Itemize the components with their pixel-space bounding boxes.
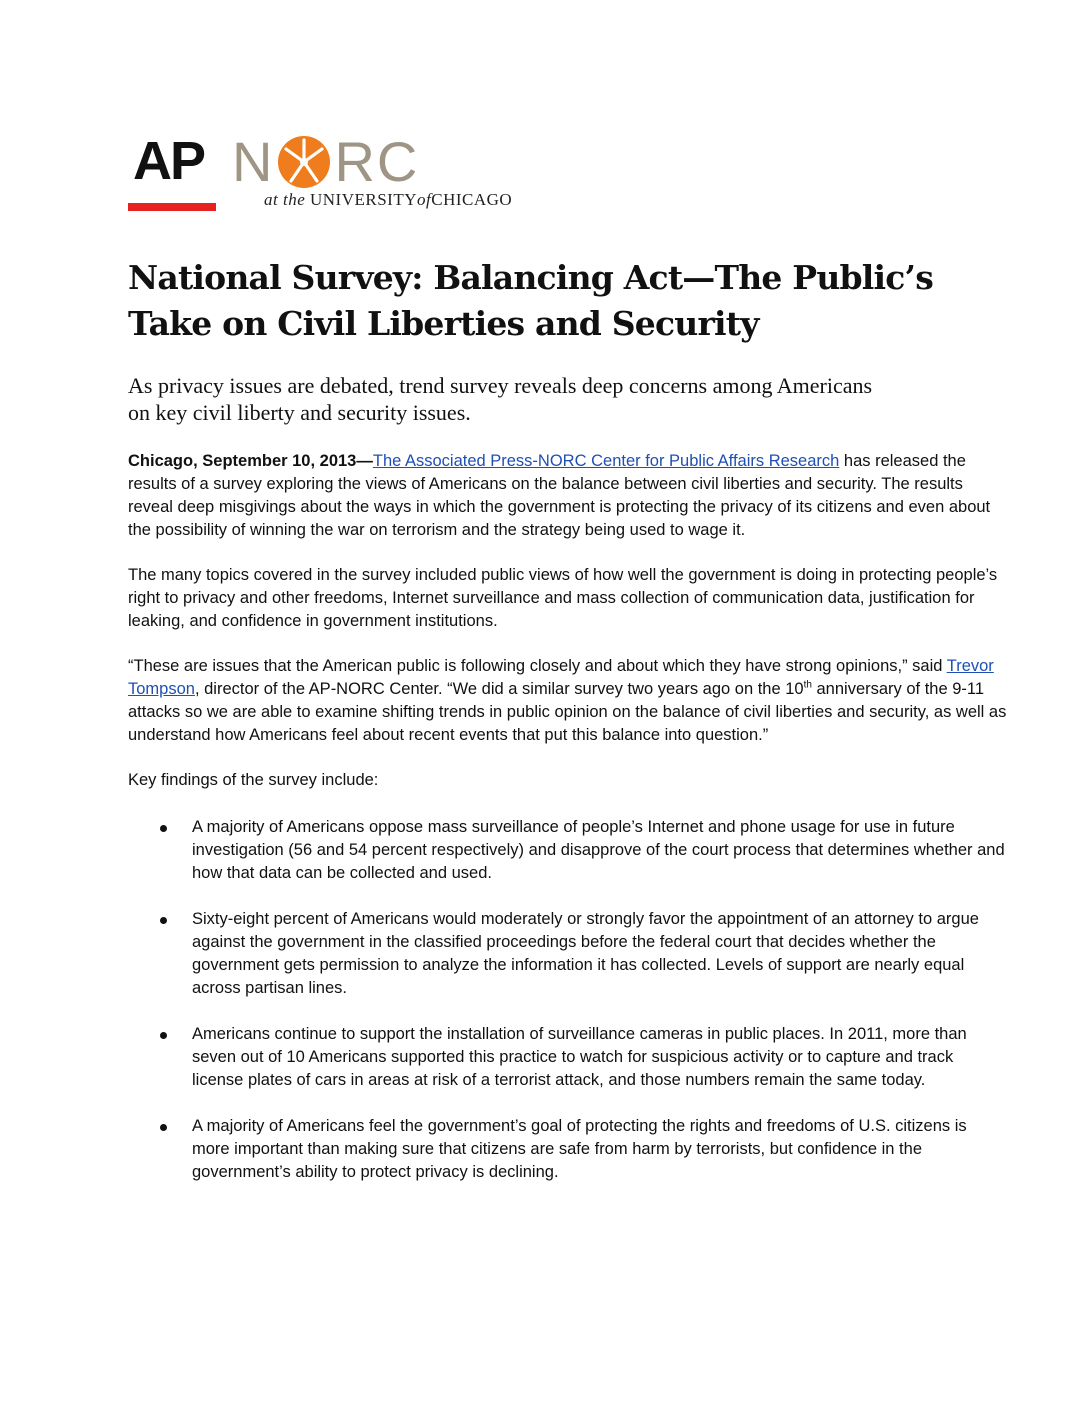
subtitle-line-2: on key civil liberty and security issues. [128,400,471,425]
norc-letters-rc: RC [334,130,420,193]
key-findings-list [128,816,1008,1184]
bullet-icon [160,1124,167,1131]
norc-letter-n: N [232,130,275,193]
list-item [128,816,1008,885]
key-findings-intro: Key findings of the survey include: [128,771,379,789]
bullet-icon [160,1032,167,1039]
finding-text: Americans continue to support the installation of surveillance cameras in public places. In 2011, more than seven out of 10 Americans supported this practice to watch for suspicious activity or to capture and track license plates of cars in areas at risk of a terrorist attack, and those numbers remain the same today. [192,1025,967,1089]
subtitle-line-1: As privacy issues are debated, trend survey reveals deep concerns among Americans [128,373,873,398]
list-item [128,908,1008,1000]
intro-text: has released the results of a survey exploring the views of Americans on the balance between civil liberties and security. The results reveal deep misgivings about the ways in which the government is protecting the privacy of its citizens and even about the possibility of winning the war on terrorism and the strategy being used to wage it. [128,452,991,539]
affiliation-of: of [417,190,432,209]
list-item [128,1023,1008,1092]
page-title [128,255,1028,347]
bullet-icon [160,825,167,832]
title-line-2: Take on Civil Liberties and Security [128,304,759,343]
finding-text: A majority of Americans feel the government’s goal of protecting the rights and freedoms of U.S. citizens is more important than making sure that citizens are safe from harm by terrorists, but confidence in the government’s ability to protect privacy is declining. [192,1117,967,1181]
trevor-tompson-link[interactable]: Trevor Tompson [128,657,994,698]
dateline: Chicago, September 10, 2013— [128,452,373,470]
quote-middle: , director of the AP-NORC Center. “We did a similar survey two years ago on the 10 [194,680,804,698]
ordinal-suffix: th [803,679,812,691]
quote-paragraph [128,655,1008,747]
page-subtitle [128,372,1028,426]
ap-red-bar [128,203,216,211]
ap-logo-text: AP [133,131,205,191]
list-item [128,1115,1008,1184]
ap-norc-center-link[interactable]: The Associated Press-NORC Center for Public Affairs Research [372,452,840,470]
finding-text: Sixty-eight percent of Americans would moderately or strongly favor the appointment of an attorney to argue against the government in the classified proceedings before the federal court that decides whether the government gets permission to analyze the information it has collected. Levels of support are nearly equal across partisan lines. [192,910,979,997]
ap-norc-logo [128,132,548,218]
affiliation-prefix: at the [264,190,306,209]
affiliation-city: CHICAGO [431,190,513,209]
university-affiliation [264,190,512,210]
intro-paragraph [128,450,1008,542]
norc-logo-text [232,130,420,193]
quote-end: anniversary of the 9-11 attacks so we are able to examine shifting trends in public opinion on the balance of civil liberties and security, as well as understand how Americans feel about recent events that put this balance into question.” [128,680,1007,744]
affiliation-university: UNIVERSITY [310,190,417,209]
bullet-icon [160,917,167,924]
article-body [128,450,1008,1207]
quote-start: “These are issues that the American public is following closely and about which they have strong opinions,” said [128,657,947,675]
finding-text: A majority of Americans oppose mass surveillance of people’s Internet and phone usage for use in future investigation (56 and 54 percent respectively) and disapprove of the court process that determines whether and how that data can be collected and used. [192,818,1005,882]
norc-starburst-icon [277,135,331,189]
topics-paragraph: The many topics covered in the survey included public views of how well the government is doing in protecting people’s right to privacy and other freedoms, Internet surveillance and mass collection of communication data, justification for leaking, and confidence in government institutions. [128,566,998,630]
title-line-1: National Survey: Balancing Act—The Public’s [128,258,934,297]
